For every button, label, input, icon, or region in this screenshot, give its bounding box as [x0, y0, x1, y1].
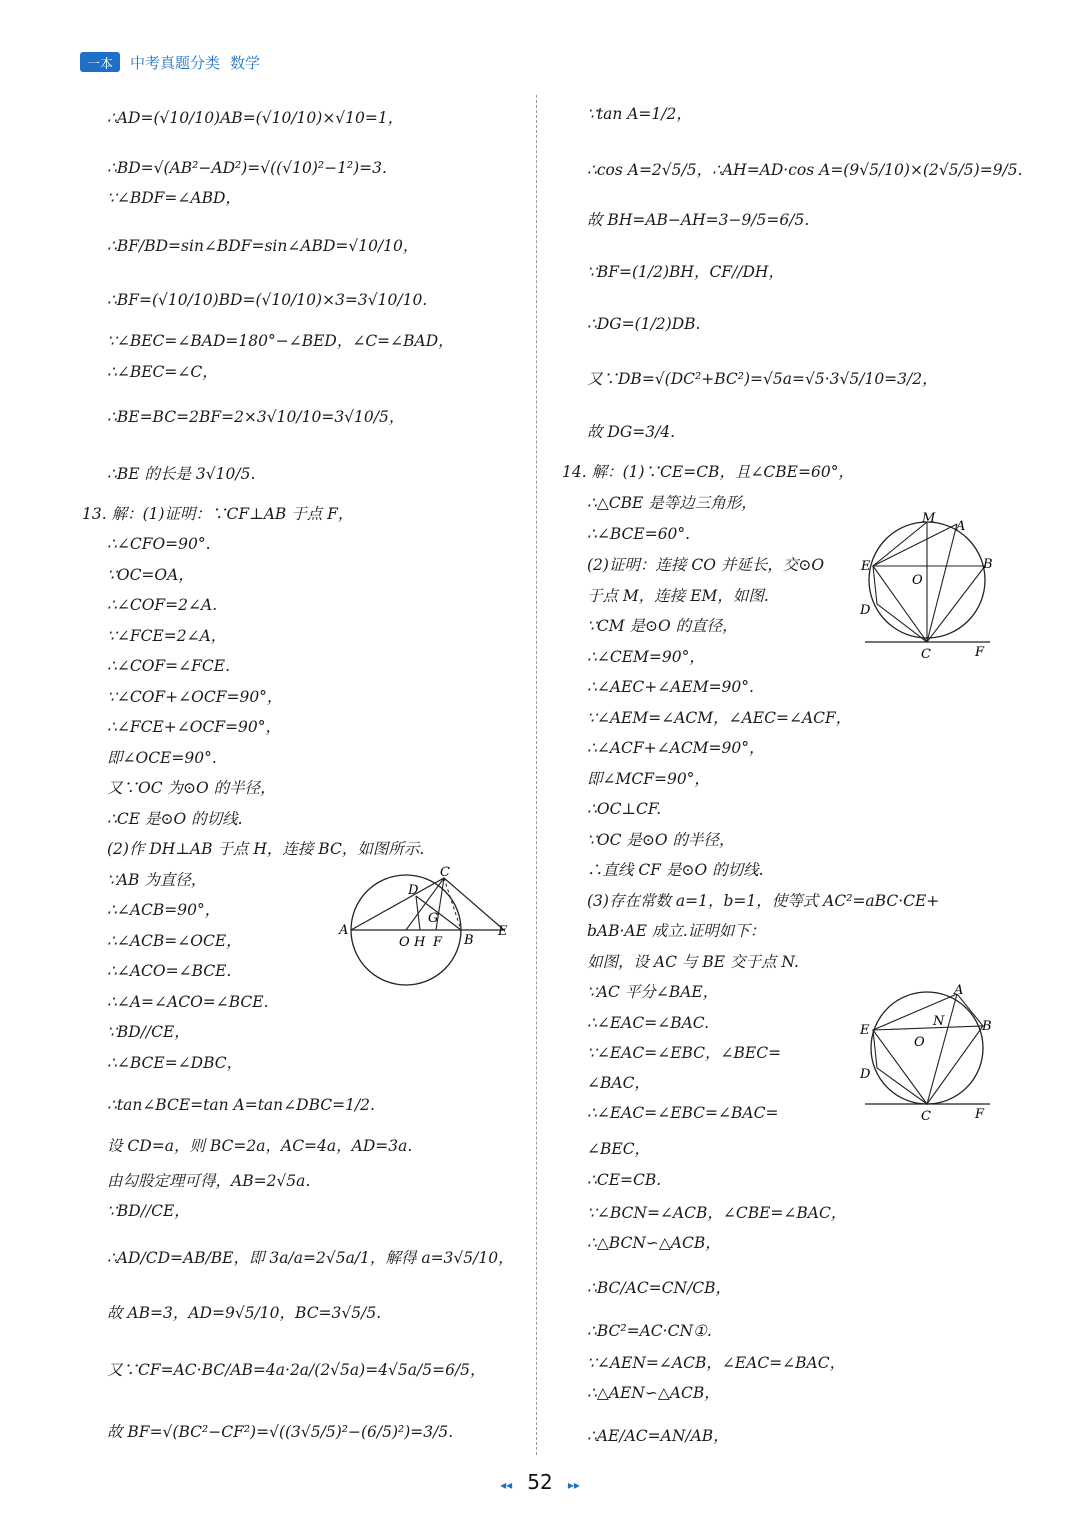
text-line: 如图，设 AC 与 BE 交于点 N.	[587, 953, 799, 971]
label-C: C	[440, 866, 450, 880]
text-line: ∴∠COF=2∠A.	[107, 596, 218, 614]
text-line: 设 CD=a，则 BC=2a，AC=4a，AD=3a.	[107, 1137, 413, 1155]
text-line: ∴BF/BD=sin∠BDF=sin∠ABD=√10/10，	[107, 237, 419, 255]
label-E: E	[498, 924, 508, 939]
text-line: ∴BC/AC=CN/CB，	[587, 1279, 732, 1297]
problem-14-figure-1	[855, 508, 995, 663]
page-footer	[0, 1470, 1080, 1494]
text-line: ∵BD//CE，	[107, 1202, 190, 1220]
text-line: 又∵DB=√(DC²+BC²)=√5a=√5·3√5/10=3/2，	[587, 370, 938, 388]
problem-13-heading: 13. 解：(1)证明：∵CF⊥AB 于点 F，	[82, 505, 354, 523]
label-O: O	[912, 573, 923, 588]
label-B: B	[464, 933, 474, 948]
text-line: ∴BE=BC=2BF=2×3√10/10=3√10/5，	[107, 408, 405, 426]
label-F: F	[975, 645, 985, 660]
text-line: ∴∠CEM=90°，	[587, 648, 705, 666]
text-line: ∴BD=√(AB²−AD²)=√((√10)²−1²)=3.	[107, 159, 387, 177]
text-line: 故 AB=3，AD=9√5/10，BC=3√5/5.	[107, 1304, 382, 1322]
text-line: ∴∠CFO=90°.	[107, 535, 211, 553]
problem-14-heading: 14. 解：(1)∵CE=CB，且∠CBE=60°，	[562, 463, 854, 481]
text-line: ∵∠COF+∠OCF=90°，	[107, 688, 283, 706]
label-M: M	[922, 511, 936, 526]
column-divider	[536, 95, 537, 1455]
text-line: ∴∠BCE=60°.	[587, 525, 691, 543]
label-G: G	[428, 911, 439, 926]
text-line: (2)证明：连接 CO 并延长，交⊙O	[587, 556, 825, 574]
text-line: ∴BF=(√10/10)BD=(√10/10)×3=3√10/10.	[107, 291, 428, 309]
text-line: ∴AD=(√10/10)AB=(√10/10)×√10=1，	[107, 109, 404, 127]
problem-14-figure-2	[855, 980, 995, 1125]
text-line: ∴cos A=2√5/5，∴AH=AD·cos A=(9√5/10)×(2√5/5)=9/5.	[587, 161, 1023, 179]
text-line: ∴∠A=∠ACO=∠BCE.	[107, 993, 269, 1011]
text-line: 即∠MCF=90°，	[587, 770, 710, 788]
text-line: ∴∠BEC=∠C，	[107, 363, 218, 381]
text-line: ∵tan A=1/2，	[587, 105, 692, 123]
text-line: ∴AE/AC=AN/AB，	[587, 1427, 729, 1445]
text-line: ∴△AEN∽△ACB，	[587, 1384, 720, 1402]
label-D: D	[860, 1067, 871, 1082]
text-line: 又∵OC 为⊙O 的半径，	[107, 779, 276, 797]
label-E: E	[861, 559, 871, 574]
text-line: ∴△BCN∽△ACB，	[587, 1234, 721, 1252]
text-line: (3)存在常数 a=1，b=1，使等式 AC²=aBC·CE+	[587, 892, 940, 910]
label-A: A	[956, 519, 966, 534]
text-line: ∴OC⊥CF.	[587, 800, 662, 818]
text-line: ∴AD/CD=AB/BE，即 3a/a=2√5a/1，解得 a=3√5/10，	[107, 1249, 514, 1267]
text-line: ∴∠ACB=90°，	[107, 901, 221, 919]
text-line: ∴DG=(1/2)DB.	[587, 315, 701, 333]
text-line: 于点 M，连接 EM，如图.	[587, 587, 769, 605]
text-line: ∴CE=CB.	[587, 1171, 662, 1189]
text-line: ∠BEC，	[587, 1140, 651, 1158]
label-O: O	[399, 935, 410, 950]
text-line: ∵OC 是⊙O 的半径，	[587, 831, 735, 849]
text-line: ∵AB 为直径，	[107, 871, 207, 889]
prev-page-icon: ◂◂	[500, 1478, 513, 1492]
text-line: ∵∠AEN=∠ACB，∠EAC=∠BAC，	[587, 1354, 846, 1372]
text-line: ∴tan∠BCE=tan A=tan∠DBC=1/2.	[107, 1096, 375, 1114]
page-number: 52	[527, 1470, 553, 1494]
text-line: (2)作 DH⊥AB 于点 H，连接 BC，如图所示.	[107, 840, 425, 858]
label-B: B	[983, 557, 993, 572]
label-D: D	[408, 883, 419, 898]
text-line: ∴∠ACO=∠BCE.	[107, 962, 232, 980]
text-line: ∴△CBE 是等边三角形，	[587, 494, 757, 512]
text-line: ∵∠EAC=∠EBC，∠BEC=	[587, 1044, 782, 1062]
text-line: 故 DG=3/4.	[587, 423, 676, 441]
label-C: C	[921, 647, 931, 662]
text-line: bAB·AE 成立.证明如下：	[587, 922, 766, 940]
text-line: ∵BF=(1/2)BH，CF//DH，	[587, 263, 784, 281]
text-line: ∴∠ACB=∠OCE，	[107, 932, 242, 950]
text-line: ∵BD//CE，	[107, 1023, 190, 1041]
text-line: ∵∠BCN=∠ACB，∠CBE=∠BAC，	[587, 1204, 847, 1222]
text-line: ∵∠FCE=2∠A，	[107, 627, 227, 645]
label-F: F	[975, 1107, 985, 1122]
text-line: ∵∠AEM=∠ACM，∠AEC=∠ACF，	[587, 709, 852, 727]
text-line: ∴∠AEC+∠AEM=90°.	[587, 678, 754, 696]
label-B: B	[982, 1019, 992, 1034]
text-line: 故 BF=√(BC²−CF²)=√((3√5/5)²−(6/5)²)=3/5.	[107, 1423, 454, 1441]
text-line: ∴∠EAC=∠BAC.	[587, 1014, 710, 1032]
text-line: ∴∠EAC=∠EBC=∠BAC=	[587, 1104, 779, 1122]
subject-label: 数学	[230, 53, 261, 72]
text-line: 由勾股定理可得，AB=2√5a.	[107, 1172, 311, 1190]
label-A: A	[954, 983, 964, 998]
text-line: ∵∠BEC=∠BAD=180°−∠BED，∠C=∠BAD，	[107, 332, 454, 350]
text-line: ∴BE 的长是 3√10/5.	[107, 465, 256, 483]
text-line: 即∠OCE=90°.	[107, 749, 217, 767]
label-E: E	[860, 1023, 870, 1038]
text-line: ∵OC=OA，	[107, 566, 194, 584]
text-line: ∴CE 是⊙O 的切线.	[107, 810, 243, 828]
label-O: O	[914, 1035, 925, 1050]
text-line: 故 BH=AB−AH=3−9/5=6/5.	[587, 211, 810, 229]
series-title: 中考真题分类	[130, 53, 221, 72]
label-H: H	[414, 935, 426, 950]
problem-13-figure	[336, 866, 516, 986]
publisher-logo: 一本	[80, 52, 120, 72]
label-A: A	[339, 923, 349, 938]
text-line: ∴∠FCE+∠OCF=90°，	[107, 718, 282, 736]
text-line: ∵∠BDF=∠ABD，	[107, 189, 241, 207]
text-line: ∴直线 CF 是⊙O 的切线.	[587, 861, 764, 879]
text-line: ∴BC²=AC·CN①.	[587, 1322, 712, 1340]
text-line: ∴∠COF=∠FCE.	[107, 657, 231, 675]
text-line: ∠BAC，	[587, 1074, 650, 1092]
text-line: ∴∠ACF+∠ACM=90°，	[587, 739, 765, 757]
page-header	[80, 50, 260, 74]
label-F: F	[433, 935, 443, 950]
text-line: ∵AC 平分∠BAE，	[587, 983, 719, 1001]
next-page-icon: ▸▸	[567, 1478, 580, 1492]
text-line: 又∵CF=AC·BC/AB=4a·2a/(2√5a)=4√5a/5=6/5，	[107, 1361, 486, 1379]
label-D: D	[860, 603, 871, 618]
text-line: ∵CM 是⊙O 的直径，	[587, 617, 738, 635]
label-N: N	[933, 1014, 945, 1029]
label-C: C	[921, 1109, 931, 1124]
text-line: ∴∠BCE=∠DBC，	[107, 1054, 243, 1072]
